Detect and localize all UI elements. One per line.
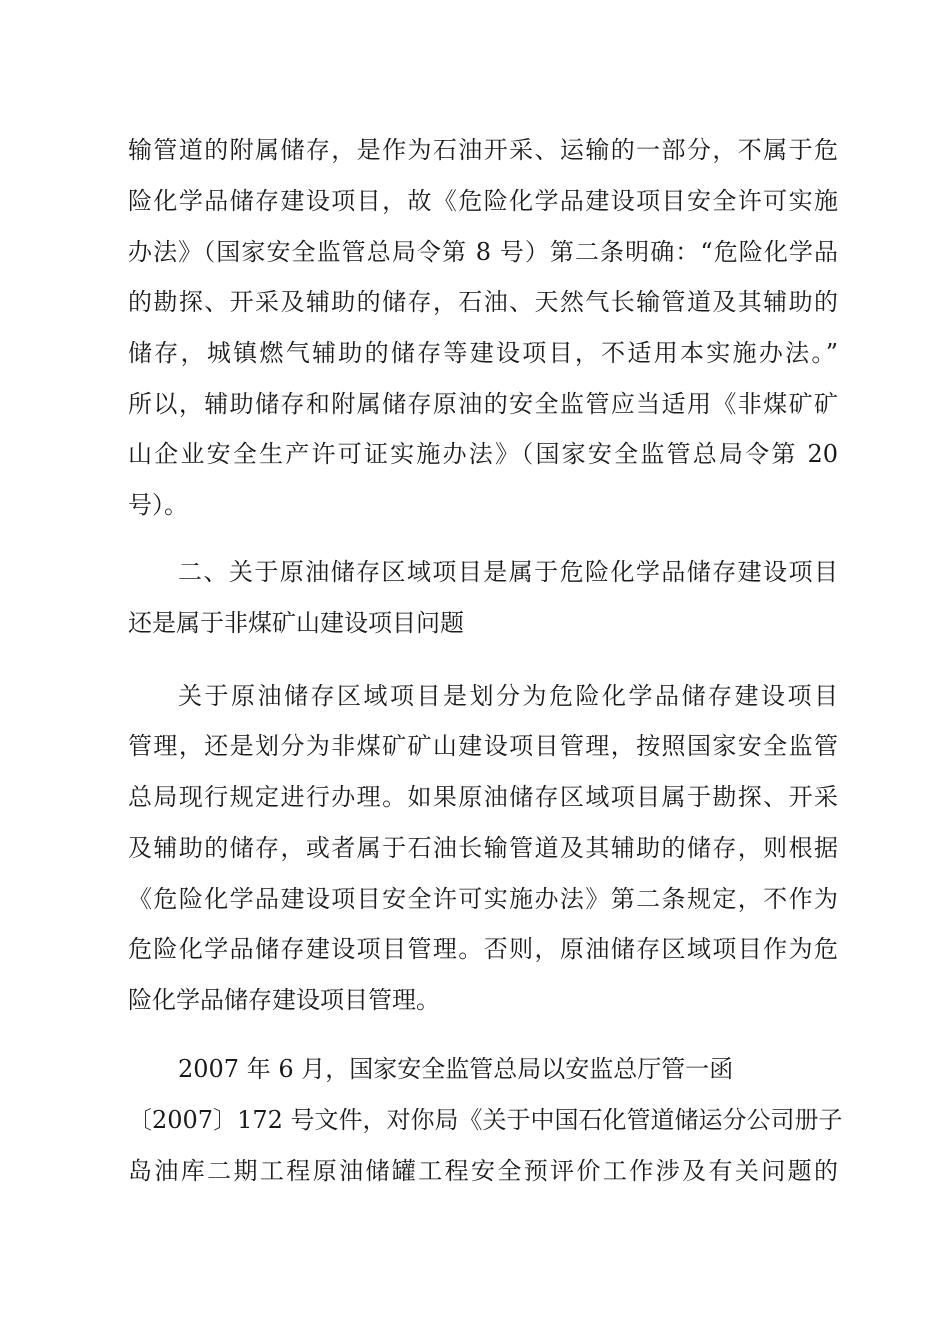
paragraph-2-line: 危险化学品储存建设项目管理。否则，原油储存区域项目作为危 [128,935,838,963]
paragraph-2-line: 管理，还是划分为非煤矿矿山建设项目管理，按照国家安全监管 [128,732,838,760]
paragraph-1-line: 所以，辅助储存和附属储存原油的安全监管应当适用《非煤矿矿 [128,390,838,418]
paragraph-2-line: 险化学品储存建设项目管理。 [128,986,440,1014]
paragraph-3-line: 2007 年 6 月，国家安全监管总局以安监总厅管一函 [178,1055,734,1083]
paragraph-1-line: 储存，城镇燃气辅助的储存等建设项目，不适用本实施办法。” [128,339,838,367]
paragraph-1-line: 号）。 [128,491,188,519]
paragraph-2-line: 及辅助的储存，或者属于石油长输管道及其辅助的储存，则根据 [128,834,838,862]
paragraph-1-line: 险化学品储存建设项目，故《危险化学品建设项目安全许可实施 [128,187,838,215]
paragraph-3-line: 〔2007〕172 号文件，对你局《关于中国石化管道储运分公司册子 [128,1106,843,1134]
paragraph-1-line: 山企业安全生产许可证实施办法》（国家安全监管总局令第 20 [128,440,838,468]
paragraph-1-line: 输管道的附属储存，是作为石油开采、运输的一部分，不属于危 [128,136,838,164]
paragraph-2-line: 《危险化学品建设项目安全许可实施办法》第二条规定，不作为 [128,885,838,913]
section-heading-line: 还是属于非煤矿山建设项目问题 [128,609,464,637]
paragraph-2-line: 总局现行规定进行办理。如果原油储存区域项目属于勘探、开采 [128,783,838,811]
paragraph-2-line: 关于原油储存区域项目是划分为危险化学品储存建设项目 [178,682,838,710]
paragraph-1-line: 的勘探、开采及辅助的储存，石油、天然气长输管道及其辅助的 [128,288,838,316]
paragraph-1-line: 办法》（国家安全监管总局令第 8 号）第二条明确：“危险化学品 [128,238,838,266]
section-heading-line: 二、关于原油储存区域项目是属于危险化学品储存建设项目 [178,558,838,586]
paragraph-3-line: 岛油库二期工程原油储罐工程安全预评价工作涉及有关问题的 [128,1157,838,1185]
